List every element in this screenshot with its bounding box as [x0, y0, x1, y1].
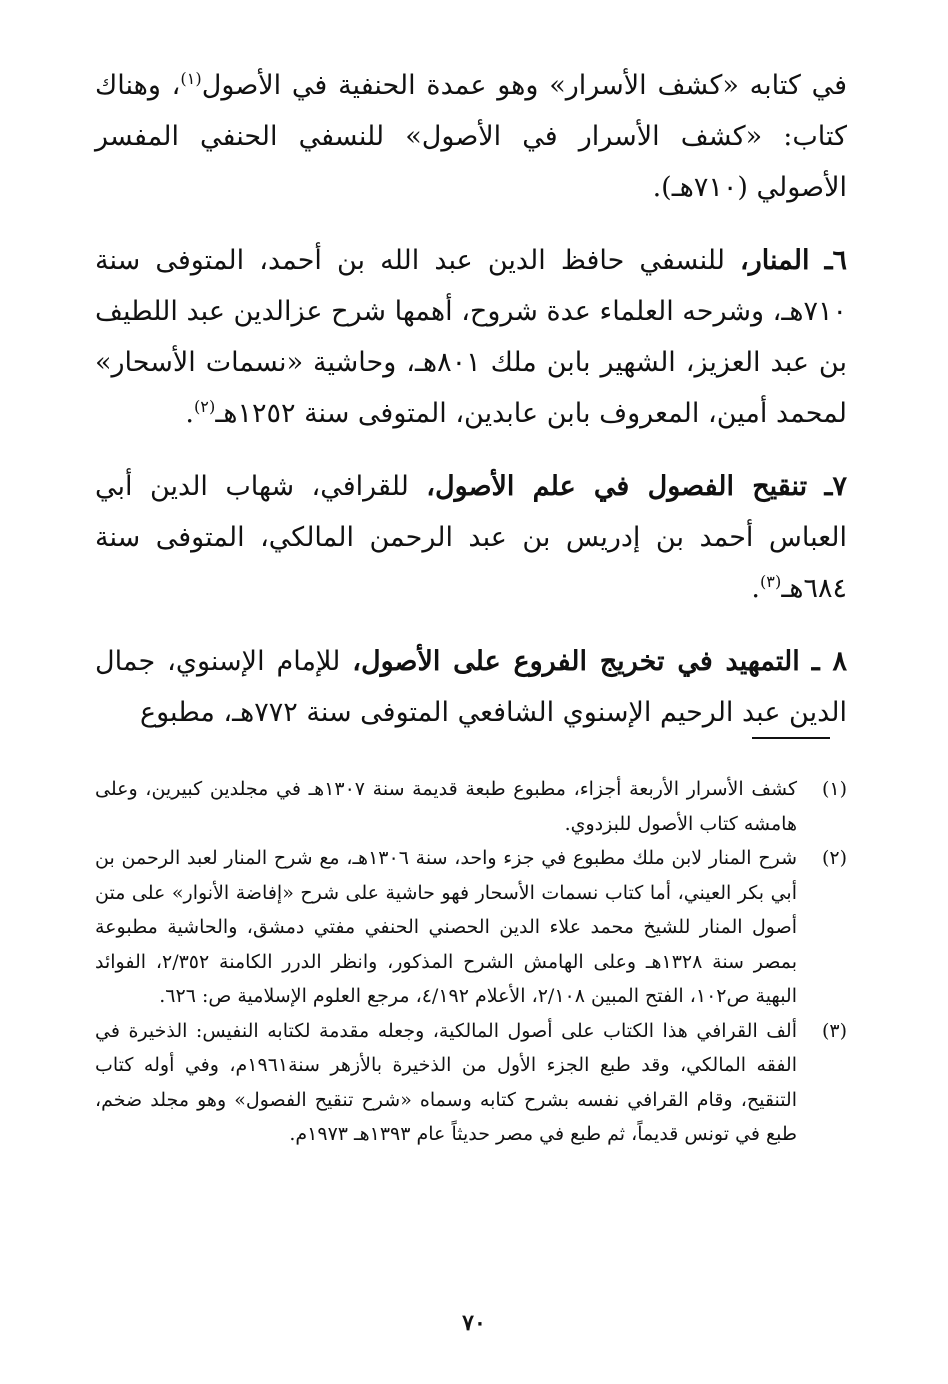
footnotes — [95, 772, 847, 1152]
item-number: ٨ ـ — [811, 646, 847, 677]
footnote-ref[interactable]: (٣) — [759, 572, 782, 591]
book-title: التمهيد في تخريج الفروع على الأصول، — [352, 646, 800, 677]
footnote-number: (٢) — [821, 847, 847, 869]
page-number: ٧٠ — [462, 1310, 486, 1336]
footnote-1 — [95, 772, 847, 841]
footnote-number: (٣) — [821, 1019, 847, 1042]
item-number: ٦ـ — [824, 245, 847, 276]
paragraph-7 — [95, 461, 847, 614]
paragraph-8 — [95, 636, 847, 738]
paragraph-text: للنسفي حافظ الدين عبد الله بن أحمد، المتوفى سنة ٧١٠هـ، وشرحه العلماء عدة شروح، أهمها شرح عزالدين عبد اللطيف بن عبد العزيز، الشهير بابن ملك ٨٠١هـ، وحاشية «نسمات الأسحار» لمحمد أمين، المعروف بابن عابدين، المتوفى سنة ١٢٥٢هـ — [95, 245, 847, 429]
paragraph-text: للإمام الإسنوي، جمال الدين عبد الرحيم الإسنوي الشافعي المتوفى سنة ٧٧٢هـ، مطبوع — [95, 646, 847, 728]
paragraph-1 — [95, 60, 847, 213]
book-title: تنقيح الفصول في علم الأصول، — [426, 471, 808, 502]
paragraph-6 — [95, 235, 847, 439]
paragraph-text: ، وهناك كتاب: «كشف الأسرار في الأصول» للنسفي الحنفي المفسر الأصولي (٧١٠هـ). — [95, 70, 847, 203]
footnote-number: (١) — [821, 778, 847, 800]
footnote-ref[interactable]: (١) — [180, 69, 202, 88]
footnote-text: شرح المنار لابن ملك مطبوع في جزء واحد، سنة ١٣٠٦هـ، مع شرح المنار لعبد الرحمن بن أبي بكر العيني، أما كتاب نسمات الأسحار فهو حاشية على شرح «إفاضة الأنوار» على متن أصول المنار للشيخ محمد علاء الدين الحصني الحنفي مفتي دمشق، والحاشية مطبوعة بمصر سنة ١٣٢٨هـ وعلى الهامش الشرح المذكور، وانظر الدرر الكامنة ٢/٣٥٢، الفوائد البهية ص١٠٢، الفتح المبين ٢/١٠٨، الأعلام ٤/١٩٢، مرجع العلوم الإسلامية ص: ٦٢٦. — [95, 847, 798, 1007]
footnote-ref[interactable]: (٢) — [193, 397, 216, 416]
paragraph-text: . — [185, 398, 194, 429]
footnote-separator — [752, 737, 830, 739]
paragraph-text: للقرافي، شهاب الدين أبي العباس أحمد بن إدريس بن عبد الرحمن المالكي، المتوفى سنة ٦٨٤هـ — [95, 471, 847, 604]
item-number: ٧ـ — [824, 471, 847, 502]
footnote-text: كشف الأسرار الأربعة أجزاء، مطبوع طبعة قديمة سنة ١٣٠٧هـ في مجلدين كبيرين، وعلى هامشه كتاب الأصول للبزدوي. — [95, 778, 797, 835]
paragraph-text: في كتابه «كشف الأسرار» وهو عمدة الحنفية في الأصول — [201, 70, 847, 101]
paragraph-text: . — [751, 573, 760, 604]
footnote-text: ألف القرافي هذا الكتاب على أصول المالكية، وجعله مقدمة لكتابه النفيس: الذخيرة في الفقه المالكي، وقد طبع الجزء الأول من الذخيرة بالأزهر سنة١٩٦١م، وفي أوله كتاب التنقيح، وقام القرافي نفسه بشرح كتابه وسماه «شرح تنقيح الفصول» وهو مجلد ضخم، طبع في تونس قديماً، ثم طبع في مصر حديثاً عام ١٣٩٣هـ ١٩٧٣م. — [95, 1019, 798, 1145]
main-text — [95, 60, 847, 738]
footnote-2 — [95, 841, 847, 1014]
footnote-3 — [95, 1014, 847, 1152]
book-title: المنار، — [740, 245, 810, 276]
